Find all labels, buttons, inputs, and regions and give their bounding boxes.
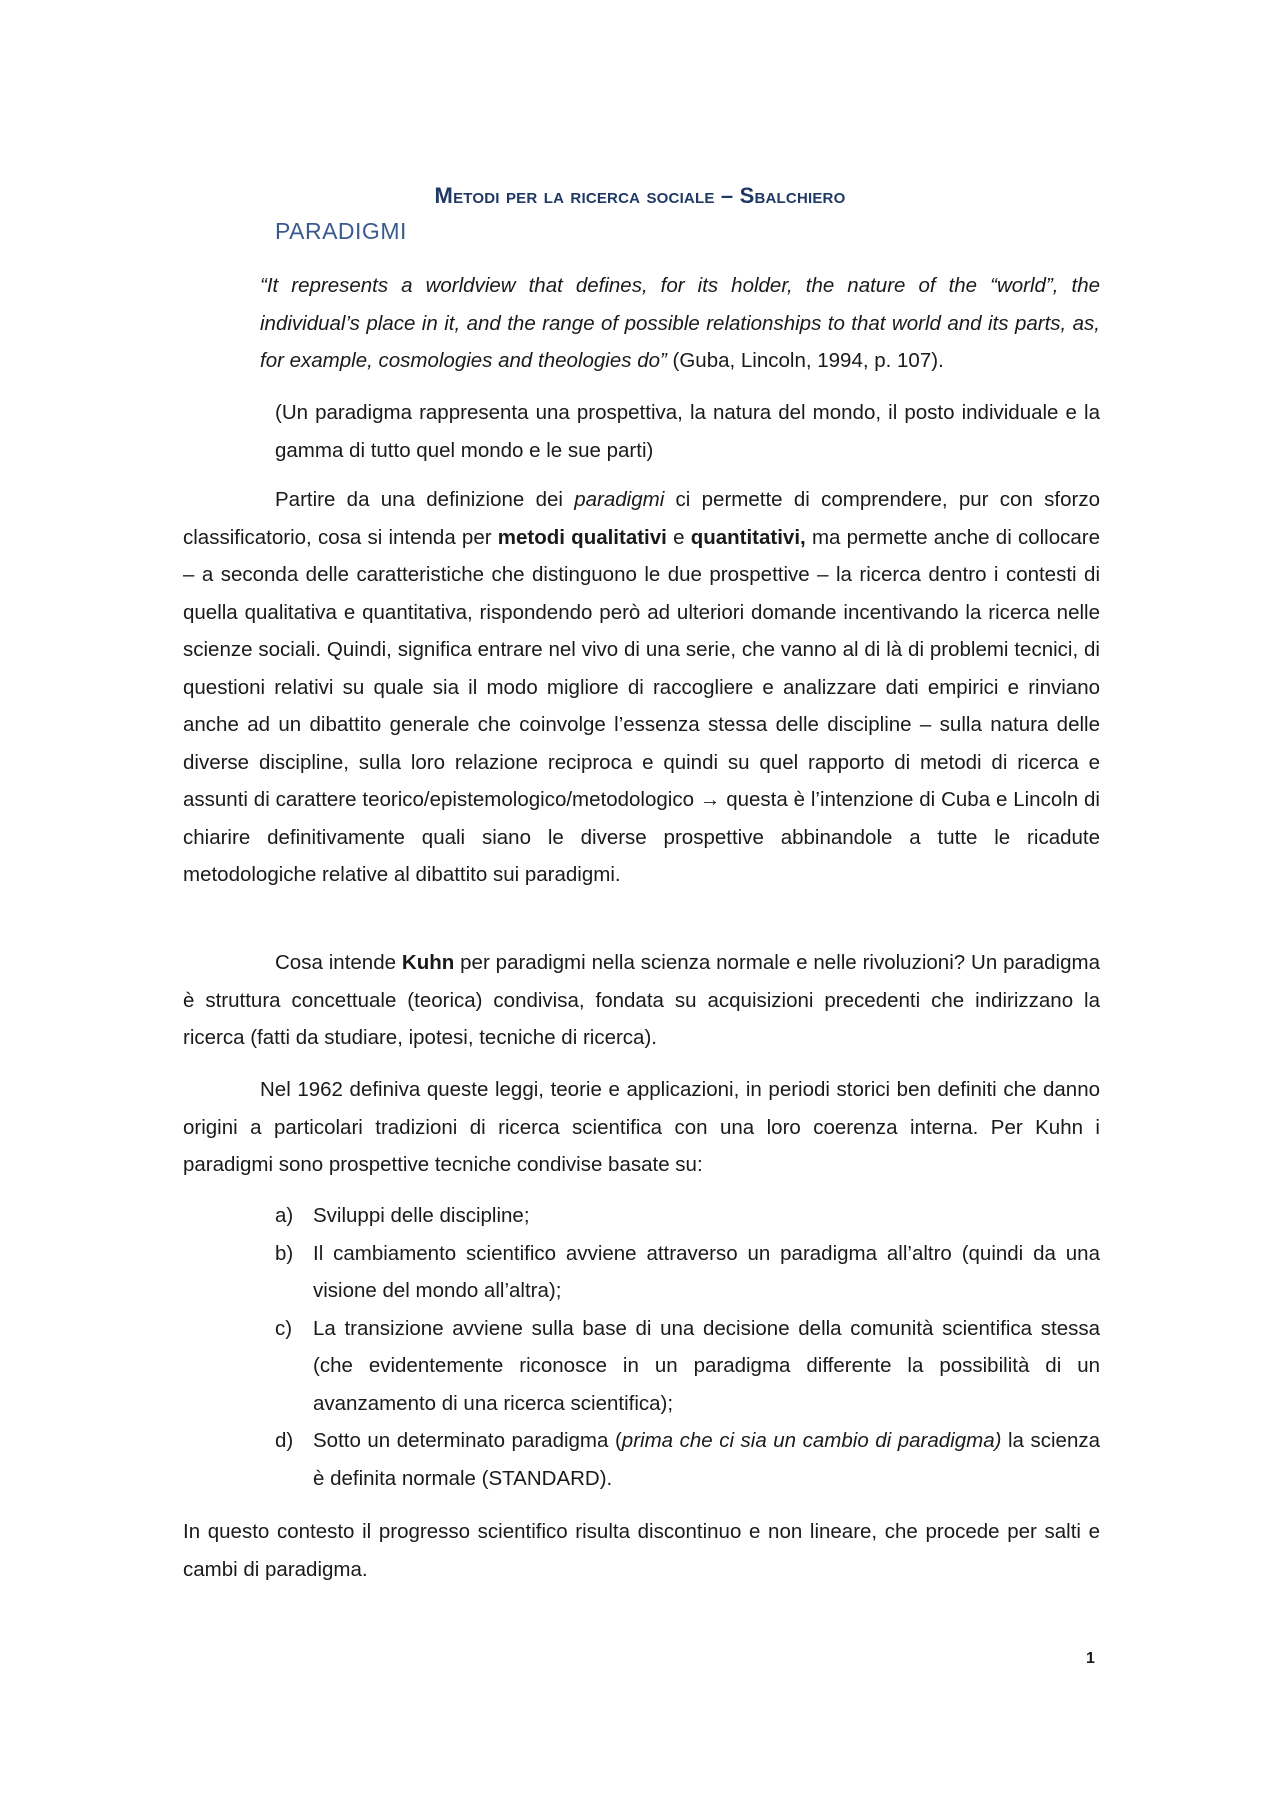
kuhn-list [275,1197,1100,1497]
translation-paragraph: (Un paradigma rappresenta una prospettiva, la natura del mondo, il posto individuale e la gamma di tutto quel mondo e le sue parti) [275,401,1100,462]
list-item: b) Il cambiamento scientifico avviene attraverso un paradigma all’altro (quindi da una visione del mondo all’altra); [275,1241,1100,1302]
document-title: Metodi per la ricerca sociale – Sbalchiero [434,183,846,208]
list-item: a) Sviluppi delle discipline; [275,1204,530,1227]
quote-paragraph [260,267,1100,380]
page-number: 1 [1086,1650,1095,1667]
list-item: d) Sotto un determinato paradigma (prima che ci sia un cambio di paradigma) la scienza è definita normale (STANDARD). [275,1429,1101,1490]
paragraph-1962: Nel 1962 definiva queste leggi, teorie e applicazioni, in periodi storici ben definiti che danno origini a particolari tradizioni di ricerca scientifica con una loro coerenza interna. Per Kuhn i paradigmi sono prospettive tecniche condivise basate su: [183,1078,1100,1176]
list-item: c) La transizione avviene sulla base di una decisione della comunità scientifica stessa (che evidentemente riconosce in un paradigma differente la possibilità di un avanzamento di una ricerca scientifica); [275,1316,1100,1415]
section-heading: PARADIGMI [275,218,407,244]
conclusion-paragraph: In questo contesto il progresso scientifico risulta discontinuo e non lineare, che procede per salti e cambi di paradigma. [183,1520,1100,1581]
paragraph-kuhn: Cosa intende Kuhn per paradigmi nella scienza normale e nelle rivoluzioni? Un paradigma è struttura concettuale (teorica) condivisa, fondata su acquisizioni precedenti che indirizzano la ricerca (fatti da studiare, ipotesi, tecniche di ricerca). [183,951,1100,1049]
quote-text: “It represents a worldview that defines, for its holder, the nature of the “world”, the individual’s place in it, and the range of possible relationships to that world and its parts, as, for example, cosmologies and theologies do” [260,274,1100,372]
quote-reference: (Guba, Lincoln, 1994, p. 107). [666,349,944,372]
paragraph-paradigm-definition: Partire da una definizione dei paradigmi ci permette di comprendere, pur con sforzo classificatorio, cosa si intenda per metodi qualitativi e quantitativi, ma permette anche di collocare – a seconda delle caratteristiche che distinguono le due prospettive – la ricerca dentro i contesti di quella qualitativa e quantitativa, rispondendo però ad ulteriori domande incentivando la ricerca nelle scienze sociali. Quindi, significa entrare nel vivo di una serie, che vanno al di là di problemi tecnici, di questioni relativi su quale sia il modo migliore di raccogliere e analizzare dati empirici e rinviano anche ad un dibattito generale che coinvolge l’essenza stessa delle discipline – sulla natura delle diverse discipline, sulla loro relazione reciproca e quindi su quel rapporto di metodi di ricerca e assunti di carattere teorico/epistemologico/metodologico → questa è l’intenzione di Cuba e Lincoln di chiarire definitivamente quali siano le diverse prospettive abbinandole a tutte le ricadute metodologiche relative al dibattito sui paradigmi. [183,488,1100,886]
